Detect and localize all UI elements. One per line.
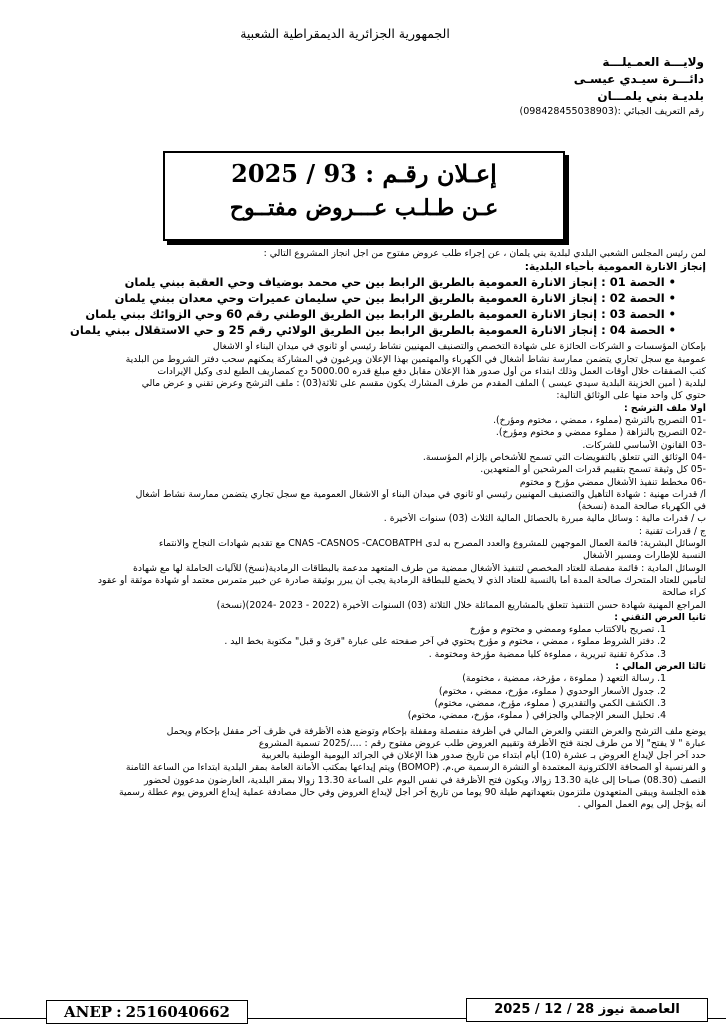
eligibility-line: حتوي كل واحد منها على الوثائق التالية:	[556, 390, 706, 402]
capacity-line: كراء صالحة	[661, 587, 706, 599]
submission-line: يوضع ملف الترشح والعرض التقني والعرض المالي في أظرفة منفصلة ومقفلة بإحكام وتوضع هذه الأظرفة في ظرف آخر مقفل بإحكام ويحمل	[166, 725, 706, 737]
capacity-line: ج / قدرات تقنية :	[638, 525, 706, 537]
submission-line: أنه يؤجل إلى يوم العمل الموالي .	[577, 799, 706, 811]
republic-header: الجمهورية الجزائرية الديمقراطية الشعبية	[240, 26, 450, 41]
financial-item: 3. الكشف الكمي والتقديري ( مملوء، مؤرخ، ممضي، مختوم)	[434, 697, 666, 709]
title-box	[163, 151, 565, 241]
financial-item: 1. رسالة التعهد ( مملوءة ، مؤرخة، ممضية ، مختومة)	[462, 673, 666, 685]
lot-item: • الحصة 02 : إنجاز الانارة العمومية بالطريق الرابط بين حي سليمان عميرات وحي معدان ببني يلمان	[114, 291, 676, 306]
anep-number: 2516040662	[125, 1003, 230, 1021]
candidacy-item: -03 القانون الأساسي للشركات.	[582, 439, 706, 451]
candidacy-title: أولا ملف الترشح :	[623, 402, 706, 414]
publication-info: العاصمة نيوز 28 / 12 / 2025	[466, 998, 708, 1022]
financial-item: 2. جدول الأسعار الوحدوي ( مملوء، مؤرخ، ممضي ، مختوم)	[438, 685, 666, 697]
submission-line: و الفرنسية أو الصحافة الالكترونية المعتمدة أو النشرة الرسمية ص.م. (BOMOP) ويتم إيداعها بمكتب الأمانة العامة بمقر البلدية ابتداءا من الساعة الثامنة	[125, 762, 706, 774]
wilaya-line: ولايـــة العمـيلـــة	[602, 55, 704, 69]
admin-block	[414, 54, 704, 119]
submission-line: عبارة " لا يفتح" إلا من طرف لجنة فتح الأظرفة وتقييم العروض طلب عروض مفتوح رقم : ..../2025 تسمية المشروع	[258, 737, 706, 749]
eligibility-line: لبلدية ( أمين الخزينة البلدية سيدي عيسى ) الملف المقدم من طرف المشارك يكون مقسم على ثلاثة(03) : ملف الترشح وعرض تقني و عرض مالي	[141, 378, 706, 390]
commune-line: بلديـة بني يلمـــان	[597, 89, 704, 103]
financial-offer-list	[20, 673, 706, 722]
eligibility-line: عمومية مع سجل تجاري يتضمن ممارسة نشاط أشغال في الكهرباء والمهتمين بهذا الإعلان ويرغبون في المشاركة يمكنهم سحب دفتر الشروط من البلدية	[125, 353, 706, 365]
capacity-line: في الكهرباء صالحة المدة (نسخة)	[578, 501, 706, 513]
capacity-line: ب / قدرات مالية : وسائل مالية مبررة بالحصائل المالية الثلاث (03) سنوات الأخيرة .	[383, 513, 706, 525]
technical-offer-title: ثانيا العرض التقني :	[614, 611, 706, 623]
candidacy-item: -06 مخطط تنفيذ الأشغال ممضي مؤرخ و مختوم	[519, 476, 706, 488]
technical-offer-list	[20, 624, 706, 661]
capacity-line: لتأمين للعتاد المتحرك صالحة المدة أما بالنسبة للعتاد الذي لا يخضع للبطاقة الرمادية يجب أن يبرر بوثيقة صادرة عن خبير متمرس معتمد أو شهادة موثقة أو عقود	[97, 574, 706, 586]
anep-separator: :	[116, 1003, 122, 1021]
lot-item: • الحصة 03 : إنجاز الانارة العمومية بالطريق الرابط بين الطريق الوطني رقم 60 وحي الزوائك ببني يلمان	[85, 307, 676, 322]
technical-item: 2. دفتر الشروط مملوء ، ممضي ، مختوم و مؤرخ يحتوي في آخر صفحته على عبارة "قرئ و قبل" مكتوبة بخط اليد .	[224, 636, 666, 648]
capacity-line: الوسائل المادية : قائمة مفصلة للعتاد المخصص لتنفيذ الأشغال ممضية من طرف المتعهد مدعمة بالبطاقات الرمادية(نسخ) للآليات الحاملة لها مع شهادة	[133, 562, 706, 574]
eligibility-paragraph	[20, 341, 706, 402]
project-title: إنجاز الانارة العمومية بأحياء البلدية:	[524, 261, 706, 274]
announcement-type: عـن طـلـب عـــروض مفتــوح	[229, 195, 499, 221]
candidacy-item: -01 التصريح بالترشح (مملوء ، ممضي ، مختوم ومؤرخ).	[493, 415, 706, 427]
lot-item: • الحصة 04 : إنجاز الانارة العمومية بالطريق الرابط بين الطريق الولائي رقم 25 و حي الاستقلال ببني يلمان	[70, 323, 676, 338]
submission-line: هذه الجلسة ويبقى المتعهدون ملتزمون بتعهداتهم طيلة 90 يوما من تاريخ آخر أجل لإيداع العروض وفي حال مصادفة عملية إيداع العروض يوم عطلة رسمية	[119, 786, 706, 798]
capacity-line: الوسائل البشرية: قائمة العمال الموجهين للمشروع والعدد المصرح به لدى CNAS -CASNOS -CACOBATPH مع تقديم شهادات النجاح والانتماء	[158, 538, 706, 550]
financial-offer-title: ثالثا العرض المالي :	[615, 661, 706, 673]
eligibility-line: بإمكان المؤسسات و الشركات الحائزة على شهادة التخصص والتصنيف المهنيين نشاط رئيسي أو ثانوي في ميدان البناء أو الاشغال	[212, 341, 706, 353]
capacity-line: أ/ قدرات مهنية : شهادة التأهيل والتصنيف المهنيين رئيسي او ثانوي في ميدان البناء أو الاشغال العمومية مع سجل تجاري يتضمن ممارسة نشاط أشغال	[135, 488, 706, 500]
daira-line: دائـــرة سيـدي عيسـى	[573, 72, 704, 86]
submission-line: حدد آخر أجل لإيداع العروض بـ عشرة (10) أيام ابتداء من تاريخ صدور هذا الإعلان في الجرائد اليومية الوطنية بالعربية	[261, 750, 706, 762]
anep-reference	[46, 1000, 248, 1024]
financial-item: 4. تحليل السعر الإجمالي والجزافي ( مملوء، مؤرخ، ممضي، مختوم)	[407, 710, 666, 722]
anep-label: ANEP	[64, 1003, 113, 1021]
candidacy-item: -02 التصريح بالنزاهة ( مملوء ممضي و مختوم ومؤرخ).	[495, 427, 706, 439]
submission-line: النصف (08.30) صباحا إلى غاية 13.30 زوالا، ويكون فتح الأظرفة في نفس اليوم على الساعة 13.30 زوالا بمقر البلدية، العارضون مدعوون لحضور	[144, 774, 706, 786]
announcement-number: إعـلان رقـم : 93 / 2025	[231, 159, 497, 188]
tax-id-line: رقم التعريف الجبائي :(098428455038903)	[519, 106, 704, 117]
technical-item: 1. تصريح بالاكتتاب مملوء وممضي و مختوم و مؤرخ	[469, 624, 666, 636]
capacity-line: النسبة للإطارات ومسير الأشغال	[582, 550, 706, 562]
submission-paragraph	[20, 726, 706, 812]
technical-item: 3. مذكرة تقنية تبريرية ، مملوءة كليا ممضية مؤرخة ومختومة .	[428, 648, 666, 660]
capacities-section	[20, 489, 706, 612]
capacity-line: المراجع المهنية شهادة حسن التنفيذ تتعلق بالمشاريع المماثلة خلال الثلاثة (03) السنوات الأخيرة (2022 - 2023 -2024)(نسخة)	[216, 599, 706, 611]
notice-body	[20, 248, 706, 812]
lots-list	[20, 274, 706, 338]
candidacy-item: -04 الوثائق التي تتعلق بالتفويضات التي تسمح للأشخاص بإلزام المؤسسة.	[422, 451, 706, 463]
eligibility-line: كتب الصفقات خلال أوقات العمل وذلك ابتداء من أول صدور هذا الإعلان مقابل دفع مبلغ قدره 5000.00 دج كمصاريف الطبع لدى وكيل الإيرادات	[157, 365, 706, 377]
candidacy-item: -05 كل وثيقة تسمح بتقييم قدرات المرشحين أو المتعهدين.	[480, 464, 706, 476]
candidacy-list	[20, 415, 706, 489]
intro-text: لمن رئيس المجلس الشعبي البلدي لبلدية بني يلمان ، عن إجراء طلب عروض مفتوح من اجل انجاز المشروع التالي :	[263, 248, 706, 259]
lot-item: • الحصة 01 : إنجاز الانارة العمومية بالطريق الرابط بين حي محمد بوضياف وحي العقبة ببني يلمان	[124, 275, 676, 290]
